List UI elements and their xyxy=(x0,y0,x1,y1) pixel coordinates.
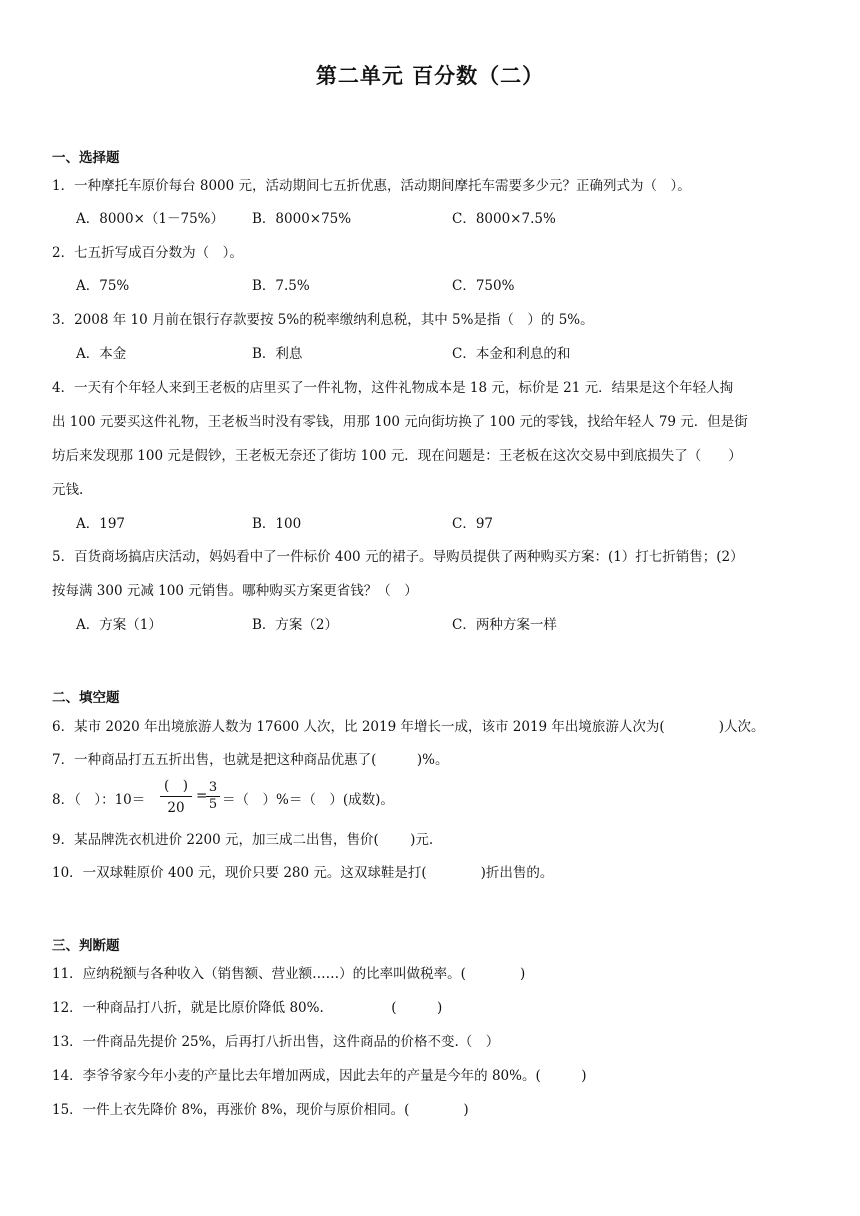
option-b: B．利息 xyxy=(252,346,303,362)
question-5-line-2: 按每满 300 元减 100 元销售。哪种购买方案更省钱？（ ） xyxy=(52,583,418,599)
fraction-denominator: 20 xyxy=(167,800,185,816)
question-11: 11．应纳税额与各种收入（销售额、营业额……）的比率叫做税率。( ) xyxy=(52,966,526,982)
fraction-numerator: 3 xyxy=(208,780,218,795)
question-4-line-3: 坊后来发现那 100 元是假钞，王老板无奈还了街坊 100 元．现在问题是：王老板在这次交易中到底损失了（ ） xyxy=(52,448,742,464)
option-b: B．7.5% xyxy=(252,278,310,294)
option-a: A．75% xyxy=(76,278,130,294)
option-c: C．8000×7.5% xyxy=(452,211,556,227)
fraction-denominator: 5 xyxy=(208,797,218,812)
question-9: 9．某品牌洗衣机进价 2200 元，加三成二出售，售价( )元. xyxy=(52,832,434,848)
option-c: C．两种方案一样 xyxy=(452,617,557,633)
question-12: 12．一种商品打八折，就是比原价降低 80%. ( ) xyxy=(52,1000,443,1016)
fraction-numerator: ( ) xyxy=(163,778,189,794)
question-1: 1．一种摩托车原价每台 8000 元，活动期间七五折优惠，活动期间摩托车需要多少元？正确列式为（ ）。 xyxy=(52,178,691,194)
question-13: 13．一件商品先提价 25%，后再打八折出售，这件商品的价格不变.（ ） xyxy=(52,1034,500,1050)
question-8 xyxy=(52,776,552,820)
option-b: B．方案（2） xyxy=(252,617,339,633)
question-15: 15．一件上衣先降价 8%，再涨价 8%，现价与原价相同。( ) xyxy=(52,1102,469,1118)
question-10: 10．一双球鞋原价 400 元，现价只要 280 元。这双球鞋是打( )折出售的。 xyxy=(52,865,554,881)
section-heading-fill: 二、填空题 xyxy=(52,690,120,706)
option-c: C．本金和利息的和 xyxy=(452,346,571,362)
question-8-part-2: ＝（ ）%＝（ ）(成数)。 xyxy=(222,792,394,808)
question-4-line-1: 4．一天有个年轻人来到王老板的店里买了一件礼物，这件礼物成本是 18 元，标价是 21 元．结果是这个年轻人掏 xyxy=(52,380,734,396)
question-8-part-1: 8．（ ）：10＝ xyxy=(52,792,146,808)
question-6: 6．某市 2020 年出境旅游人数为 17600 人次，比 2019 年增长一成，该市 2019 年出境旅游人次为( )人次。 xyxy=(52,719,765,735)
fraction-3-over-5 xyxy=(206,780,220,813)
question-14: 14．李爷爷家今年小麦的产量比去年增加两成，因此去年的产量是今年的 80%。( ) xyxy=(52,1068,587,1084)
question-2: 2．七五折写成百分数为（ ）。 xyxy=(52,245,243,261)
equals-sign: = xyxy=(196,788,208,804)
option-a: A．197 xyxy=(76,516,126,532)
question-7: 7．一种商品打五五折出售，也就是把这种商品优惠了( )%。 xyxy=(52,752,449,768)
page-title: 第二单元 百分数（二） xyxy=(315,64,545,88)
option-c: C．750% xyxy=(452,278,515,294)
option-a: A．方案（1） xyxy=(76,617,162,633)
question-4-line-2: 出 100 元要买这件礼物，王老板当时没有零钱，用那 100 元向街坊换了 100 元的零钱，找给年轻人 79 元．但是街 xyxy=(52,414,748,430)
option-b: B．100 xyxy=(252,516,302,532)
option-a: A．本金 xyxy=(76,346,127,362)
option-c: C．97 xyxy=(452,516,494,532)
fraction-blank-over-20 xyxy=(158,776,194,817)
section-heading-choice: 一、选择题 xyxy=(52,150,120,166)
section-heading-judge: 三、判断题 xyxy=(52,938,120,954)
option-a: A．8000×（1－75%） xyxy=(76,211,225,227)
question-4-line-4: 元钱. xyxy=(52,482,84,498)
option-b: B．8000×75% xyxy=(252,211,352,227)
question-5-line-1: 5．百货商场搞店庆活动，妈妈看中了一件标价 400 元的裙子。导购员提供了两种购买方案：(1）打七折销售；(2） xyxy=(52,549,744,565)
question-3: 3．2008 年 10 月前在银行存款要按 5%的税率缴纳利息税，其中 5%是指（ ）的 5%。 xyxy=(52,312,594,328)
